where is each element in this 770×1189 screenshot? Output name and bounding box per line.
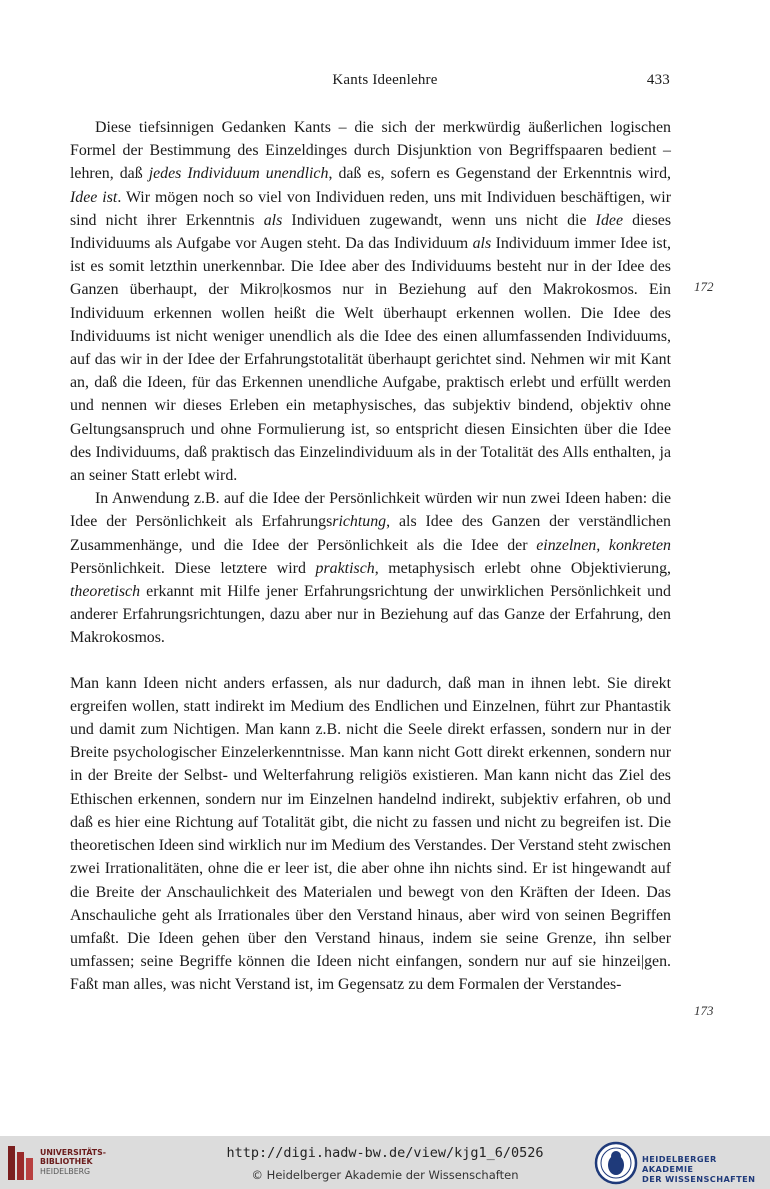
text-run: , metaphysisch erlebt ohne Objektivierung, [374,559,671,577]
emphasis-text: richtung [332,513,387,531]
paragraph-2 [70,487,671,649]
text-run: Diese tiefsinnigen Gedanken Kants – die sich der merkwürdig äußerlichen logischen Formel der Bestimmung des Einzeldinges durch Disjunktion von Begriffspaaren bedient – lehren, daß [70,119,671,183]
academy-logo[interactable] [594,1141,764,1185]
permalink-url[interactable]: http://digi.hadw-bw.de/view/kjg1_6/0526 [226,1145,544,1161]
text-run: Persönlichkeit. Diese letztere wird [70,559,316,577]
emphasis-text: theoretisch [70,583,141,601]
footer-bar [0,1136,770,1189]
text-run: Man kann Ideen nicht anders erfassen, als nur dadurch, daß man in ihnen lebt. Sie direkt ergreifen wollen, statt indirekt im Medium des Endlichen und Einzelnen, führt zur Phantastik und damit zum Nichtigen. Man kann z.B. nicht die Seele direkt erfassen, sondern nur in der Breite psychologischer Einzelerkenntnisse. Man kann nicht Gott direkt erkennen, sondern nur in der Breite der Selbst- und Welterfahrung religiös existieren. Man kann nicht das Ziel des Ethischen erkennen, sondern nur im Einzelnen handelnd indirekt, subjektiv erfahren, ob und daß es hier eine Richtung auf Totalität gibt, die nicht zu fassen und nicht zu begreifen ist. Die theoretischen Ideen sind wirklich nur im Medium des Verstandes. Der Verstand steht zwischen zwei Irrationalitäten, ohne die er leer ist, die aber ohne ihn nichts sind. Er ist hingewandt auf die Breite der Anschaulichkeit des Materialen und bewegt von den Kräften der Ideen. Das Anschauliche geht als Irrationales über den Verstand hinaus, aber wird von seinen Begriffen umfaßt. Die Ideen gehen über den Verstand hinaus, indem sie seine Grenze, ihn selber umfassen; seine Begriffe können die Ideen nicht einfangen, sondern nur auf sie hinzei|gen. Faßt man alles, was nicht Verstand ist, im Gegensatz zu dem Formalen der Verstandes- [70,674,671,994]
emphasis-text: als [263,211,283,229]
text-run: Individuen zugewandt, wenn uns nicht die [282,211,596,229]
emphasis-text: als [472,235,492,253]
text-run: dieses Individuums als Aufgabe vor Augen steht. Da das Individuum [70,211,672,253]
paragraph-1 [70,116,671,487]
margin-note-172: 172 [694,279,714,294]
academy-name: HEIDELBERGER AKADEMIE DER WISSENSCHAFTEN [642,1154,756,1184]
text-run: . Wir mögen noch so viel von Individuen reden, uns mit Individuen beschäftigen, wir sind nicht ihrer Erkenntnis [70,188,671,229]
text-run: , daß es, sofern es Gegenstand der Erkenntnis wird, [328,165,671,183]
emphasis-text: Idee ist [70,188,118,206]
academy-seal-icon [594,1141,638,1185]
running-title: Kants Ideenlehre [332,72,438,88]
emphasis-text: jedes Individuum unendlich [148,165,329,183]
text-run: erkannt mit Hilfe jener Erfahrungsrichtung der unwirklichen Persönlichkeit und anderer Erfahrungsrichtungen, dazu aber nur in Beziehung auf das Ganze der Erfahrung, den Makrokosmos. [70,583,671,647]
emphasis-text: praktisch [315,559,375,577]
emphasis-text: Idee [595,211,624,229]
university-library-name: UNIVERSITÄTS- BIBLIOTHEK HEIDELBERG [40,1148,106,1176]
text-run: In Anwendung z.B. auf die Idee der Persönlichkeit würden wir nun zwei Ideen haben: die Idee der Persönlichkeit als Erfahrungs [70,490,671,531]
copyright-notice: © Heidelberger Akademie der Wissenschaften [251,1168,519,1182]
body-text [70,116,671,997]
emphasis-text: einzelnen, konkreten [536,536,671,554]
text-run: Individuum immer Idee ist, ist es somit letzthin unerkennbar. Die Idee aber des Individuums besteht nur in der Idee des Ganzen überhaupt, der Mikro|kosmos nur in Beziehung auf den Makrokosmos. Ein Individuum erkennen wollen heißt die Welt überhaupt erkennen wollen. Die Idee des Individuums ist nicht weniger unendlich als die Idee des einen allumfassenden Individuums, auf das wir in der Idee der Erfahrungstotalität überhaupt gerichtet sind. Nehmen wir mit Kant an, daß die Ideen, für das Erkennen unendliche Aufgabe, praktisch erlebt und erfüllt werden und nennen wir dieses Erleben ein metaphysisches, das subjektiv bindend, objektiv ohne Geltungsanspruch und ohne Formulierung ist, so entspricht diesen Einsichten über die Idee des Individuums, daß praktisch das Einzelindividuum als in der Totalität des Alls enthalten, ja an seiner Statt erlebt wird. [70,235,671,485]
paragraph-3 [70,672,671,997]
margin-note-173: 173 [694,1003,714,1018]
text-run: , als Idee des Ganzen der verständlichen Zusammenhänge, und die Idee der Persönlichkeit als die Idee der [70,513,671,554]
page-number: 433 [646,72,670,88]
